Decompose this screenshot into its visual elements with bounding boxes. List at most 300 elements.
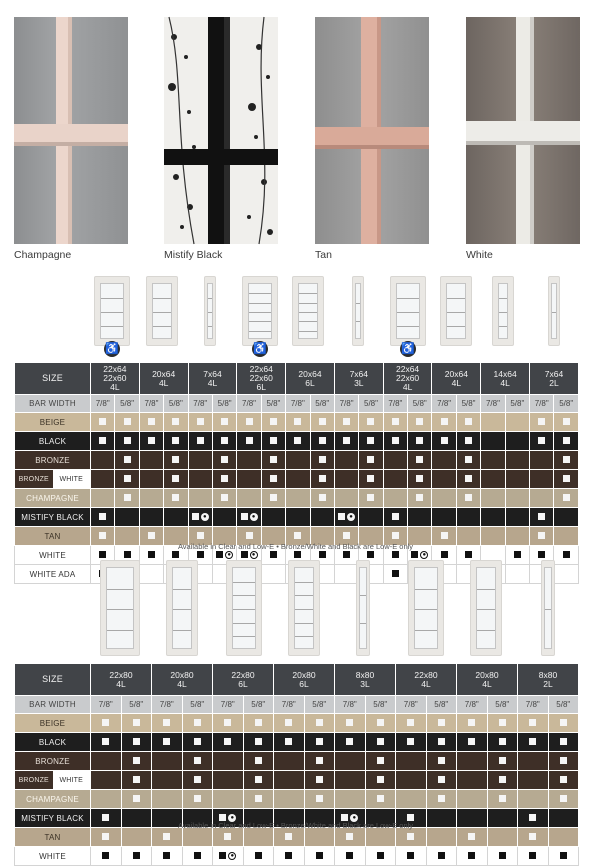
size-cell: 7x64 2L: [530, 363, 579, 395]
available-mark: [133, 795, 140, 802]
available-mark: [367, 475, 374, 482]
door-grille-bar: [249, 303, 271, 304]
available-mark: [133, 852, 140, 859]
door-grille-bar: [447, 312, 465, 313]
swatch-champagne: [14, 17, 128, 244]
available-mark: [438, 757, 445, 764]
bar-width-cell: 7/8": [481, 395, 505, 413]
door-grille-bar: [295, 609, 313, 610]
door-grille-bar: [233, 609, 255, 610]
available-mark: [224, 719, 231, 726]
availability-cell: [426, 847, 457, 866]
availability-cell: [359, 432, 383, 451]
available-mark: [255, 719, 262, 726]
available-mark: [377, 738, 384, 745]
available-mark: [255, 757, 262, 764]
available-mark: [148, 551, 155, 558]
availability-cell: [457, 714, 488, 733]
available-mark: [246, 532, 253, 539]
availability-cell: [554, 413, 579, 432]
availability-cell: [554, 432, 579, 451]
available-mark: [499, 757, 506, 764]
available-mark: [316, 776, 323, 783]
door-glass: [106, 567, 134, 649]
availability-cell: [487, 847, 518, 866]
size-cell: 14x64 4L: [481, 363, 530, 395]
available-mark: [270, 456, 277, 463]
availability-cell: [274, 733, 305, 752]
size-cell: 7x64 3L: [334, 363, 383, 395]
availability-cell: [432, 413, 456, 432]
finish-label: BLACK: [15, 432, 91, 451]
availability-cell: [121, 790, 152, 809]
available-mark: [319, 456, 326, 463]
finish-label: CHAMPAGNE: [15, 790, 91, 809]
available-mark: [563, 418, 570, 425]
finish-label: MISTIFY BLACK: [15, 809, 91, 828]
availability-note-1: Available in Clear and Low-E • Bronze/White and Black are Low-E only: [177, 542, 414, 551]
availability-cell: [518, 847, 549, 866]
availability-cell: [243, 847, 274, 866]
available-mark: [133, 776, 140, 783]
available-mark: [270, 475, 277, 482]
door-grille-bar: [397, 312, 419, 313]
door-grille-bar: [477, 589, 495, 590]
availability-cell: [286, 470, 310, 489]
available-mark: [194, 852, 201, 859]
availability-cell: [261, 470, 285, 489]
door-grille-bar: [233, 582, 255, 583]
available-mark: [133, 738, 140, 745]
available-mark: [438, 852, 445, 859]
bar-width-cell: 5/8": [487, 696, 518, 714]
door-grille-bar: [299, 293, 317, 294]
availability-cell: [212, 432, 236, 451]
availability-cell: [115, 508, 139, 527]
availability-cell: [139, 432, 163, 451]
finish-label-bronze-part: BRONZE: [18, 776, 49, 784]
availability-cell: [243, 790, 274, 809]
available-mark: [367, 551, 374, 558]
availability-cell: [481, 432, 505, 451]
available-mark: [316, 719, 323, 726]
available-mark: [102, 852, 109, 859]
size-cell: 20x64 4L: [139, 363, 188, 395]
availability-cell: [481, 413, 505, 432]
availability-cell: [139, 413, 163, 432]
availability-cell: [456, 413, 480, 432]
door-thumbnail: [204, 276, 216, 346]
availability-cell: [164, 470, 188, 489]
availability-cell: [212, 508, 236, 527]
available-mark: [438, 719, 445, 726]
availability-cell: [91, 790, 122, 809]
available-mark: [172, 494, 179, 501]
availability-cell: [456, 508, 480, 527]
door-grille-bar: [415, 589, 437, 590]
door-glass: [298, 283, 318, 339]
availability-cell: [115, 470, 139, 489]
availability-cell: [396, 752, 427, 771]
door-grille-bar: [499, 326, 507, 327]
capsule-marker-icon: ●: [420, 551, 428, 559]
availability-cell: [548, 790, 579, 809]
availability-cell: [335, 828, 366, 847]
swatch-label-white: White: [466, 249, 493, 261]
availability-cell: [359, 508, 383, 527]
finish-label: WHITE: [15, 847, 91, 866]
bar-width-cell: 7/8": [91, 395, 115, 413]
availability-cell: [91, 771, 122, 790]
available-mark: [538, 551, 545, 558]
available-mark: [192, 513, 199, 520]
finish-label: WHITE ADA: [15, 565, 91, 584]
availability-cell: [115, 413, 139, 432]
availability-cell: [359, 413, 383, 432]
door-grille-bar: [499, 298, 507, 299]
door-grille-bar: [173, 589, 191, 590]
available-mark: [316, 738, 323, 745]
availability-cell: [212, 413, 236, 432]
door-grille-bar: [153, 312, 171, 313]
door-grille-bar: [249, 321, 271, 322]
availability-cell: [530, 489, 554, 508]
available-mark: [172, 551, 179, 558]
available-mark: [367, 437, 374, 444]
available-mark: [377, 757, 384, 764]
available-mark: [102, 833, 109, 840]
finish-label: TAN: [15, 527, 91, 546]
availability-cell: [212, 451, 236, 470]
available-mark: [221, 418, 228, 425]
bar-width-cell: 7/8": [188, 395, 212, 413]
door-glass: [396, 283, 420, 339]
availability-cell: [274, 847, 305, 866]
door-glass: [232, 567, 256, 649]
door-grille-bar: [360, 623, 366, 624]
available-mark: [563, 456, 570, 463]
finish-label: CHAMPAGNE: [15, 489, 91, 508]
door-grille-bar: [233, 595, 255, 596]
available-mark: [416, 437, 423, 444]
finish-label: BEIGE: [15, 714, 91, 733]
available-mark: [316, 795, 323, 802]
availability-cell: [457, 752, 488, 771]
available-mark: [563, 475, 570, 482]
available-mark: [163, 719, 170, 726]
door-grille-bar: [107, 589, 133, 590]
available-mark: [499, 738, 506, 745]
availability-cell: [274, 828, 305, 847]
available-mark: [560, 795, 567, 802]
available-mark: [194, 795, 201, 802]
available-mark: [124, 494, 131, 501]
available-mark: [377, 852, 384, 859]
availability-cell: [554, 470, 579, 489]
availability-cell: [518, 828, 549, 847]
available-mark: [416, 475, 423, 482]
capsule-marker-icon: ●: [201, 513, 209, 521]
door-glass: [294, 567, 314, 649]
availability-cell: [237, 413, 261, 432]
available-mark: [538, 437, 545, 444]
available-mark: [124, 475, 131, 482]
availability-cell: [456, 451, 480, 470]
door-glass: [359, 567, 367, 649]
available-mark: [163, 852, 170, 859]
door-grille-bar: [299, 303, 317, 304]
available-mark: [319, 475, 326, 482]
availability-cell: [335, 790, 366, 809]
size-cell: 20x64 4L: [432, 363, 481, 395]
available-mark: [392, 532, 399, 539]
availability-cell: [310, 432, 334, 451]
available-mark: [99, 418, 106, 425]
available-mark: [197, 437, 204, 444]
capsule-marker-icon: ●: [250, 551, 258, 559]
bar-width-cell: 7/8": [518, 696, 549, 714]
availability-cell: [115, 432, 139, 451]
availability-cell: [91, 828, 122, 847]
door-grille-bar: [356, 321, 360, 322]
available-mark: [148, 532, 155, 539]
availability-cell: [383, 489, 407, 508]
availability-cell: [365, 828, 396, 847]
availability-cell: [383, 413, 407, 432]
wheelchair-icon: ♿: [401, 343, 415, 355]
availability-cell: [286, 489, 310, 508]
availability-cell: [365, 790, 396, 809]
availability-cell: [139, 508, 163, 527]
availability-cell: [383, 565, 407, 584]
available-mark: [499, 719, 506, 726]
available-mark: [255, 795, 262, 802]
door-thumbnail: [352, 276, 364, 346]
door-grille-bar: [299, 321, 317, 322]
availability-cell: [548, 714, 579, 733]
availability-cell: [304, 847, 335, 866]
availability-cell: [334, 432, 358, 451]
availability-cell: [164, 489, 188, 508]
availability-cell: [310, 489, 334, 508]
available-mark: [221, 456, 228, 463]
availability-cell: [212, 470, 236, 489]
availability-cell: [426, 733, 457, 752]
bar-width-cell: 7/8": [237, 395, 261, 413]
availability-cell: [457, 828, 488, 847]
availability-cell: [481, 489, 505, 508]
door-grille-bar: [477, 630, 495, 631]
availability-cell: [365, 752, 396, 771]
available-mark: [563, 551, 570, 558]
available-mark: [441, 551, 448, 558]
door-glass: [414, 567, 438, 649]
door-glass: [172, 567, 192, 649]
availability-cell: [304, 790, 335, 809]
available-mark: [216, 551, 223, 558]
availability-cell: [518, 733, 549, 752]
size-cell: 22x64 22x60 4L: [91, 363, 140, 395]
available-mark: [221, 494, 228, 501]
capsule-marker-icon: ●: [347, 513, 355, 521]
swatch-tan: [315, 17, 429, 244]
available-mark: [377, 795, 384, 802]
finish-label: BRONZE: [15, 451, 91, 470]
availability-cell: [286, 413, 310, 432]
availability-cell: [121, 733, 152, 752]
door-grille-bar: [173, 630, 191, 631]
available-mark: [465, 494, 472, 501]
availability-cell: [304, 828, 335, 847]
availability-cell: [481, 470, 505, 489]
availability-cell: [365, 714, 396, 733]
door-thumbnail: [292, 276, 324, 346]
door-grille-bar: [415, 630, 437, 631]
available-mark: [560, 738, 567, 745]
door-grille-bar: [249, 293, 271, 294]
available-mark: [172, 437, 179, 444]
available-mark: [338, 513, 345, 520]
availability-cell: [261, 413, 285, 432]
available-mark: [377, 719, 384, 726]
door-thumbnail: [100, 560, 140, 656]
availability-cell: [548, 847, 579, 866]
door-grille-bar: [208, 298, 212, 299]
bar-width-cell: 7/8": [139, 395, 163, 413]
size-cell: 22x64 22x60 4L: [383, 363, 432, 395]
availability-cell: [457, 733, 488, 752]
available-mark: [538, 418, 545, 425]
bar-width-cell: 5/8": [212, 395, 236, 413]
availability-cell: [334, 413, 358, 432]
availability-cell: [139, 489, 163, 508]
availability-cell: [152, 847, 183, 866]
availability-cell: [304, 714, 335, 733]
door-thumbnail: [288, 560, 320, 656]
availability-cell: [182, 790, 213, 809]
available-mark: [224, 738, 231, 745]
availability-cell: [286, 451, 310, 470]
available-mark: [194, 719, 201, 726]
availability-cell: [310, 413, 334, 432]
door-thumbnail: [242, 276, 278, 346]
availability-cell: [408, 489, 432, 508]
available-mark: [438, 738, 445, 745]
available-mark: [172, 418, 179, 425]
availability-cell: [152, 714, 183, 733]
door-grille-bar: [295, 623, 313, 624]
availability-cell: [396, 790, 427, 809]
bar-width-cell: 7/8": [335, 696, 366, 714]
available-mark: [416, 456, 423, 463]
availability-cell: [182, 733, 213, 752]
availability-cell: [383, 432, 407, 451]
availability-note-2: Available in Clear and Low-E • Bronze/White and Black are Low-E only: [177, 821, 414, 830]
bar-width-cell: 7/8": [457, 696, 488, 714]
available-mark: [392, 513, 399, 520]
bar-width-cell: 7/8": [530, 395, 554, 413]
door-grille-bar: [249, 312, 271, 313]
bar-width-cell: 7/8": [213, 696, 244, 714]
availability-cell: [152, 828, 183, 847]
availability-cell: [261, 508, 285, 527]
available-mark: [285, 719, 292, 726]
availability-cell: [182, 714, 213, 733]
available-mark: [197, 418, 204, 425]
available-mark: [148, 418, 155, 425]
available-mark: [441, 418, 448, 425]
available-mark: [465, 437, 472, 444]
available-mark: [529, 852, 536, 859]
capsule-marker-icon: ●: [228, 852, 236, 860]
availability-cell: [304, 733, 335, 752]
availability-cell: [152, 771, 183, 790]
door-grille-bar: [552, 312, 556, 313]
finish-label-bronze-white: [15, 771, 91, 790]
door-grille-bar: [153, 326, 171, 327]
availability-cell: [432, 451, 456, 470]
availability-cell: [505, 508, 529, 527]
door-glass: [355, 283, 361, 339]
available-mark: [124, 437, 131, 444]
availability-cell: [237, 508, 261, 527]
available-mark: [529, 833, 536, 840]
availability-cell: [304, 771, 335, 790]
availability-cell: [261, 432, 285, 451]
availability-cell: [213, 828, 244, 847]
wheelchair-icon: ♿: [105, 343, 119, 355]
available-mark: [294, 532, 301, 539]
available-mark: [197, 551, 204, 558]
available-mark: [441, 532, 448, 539]
availability-cell: [243, 828, 274, 847]
swatch-white: [466, 17, 580, 244]
door-grille-bar: [295, 582, 313, 583]
bar-width-cell: 5/8": [408, 395, 432, 413]
available-mark: [343, 551, 350, 558]
availability-cell: [91, 847, 122, 866]
available-mark: [270, 494, 277, 501]
availability-cell: [334, 489, 358, 508]
door-glass: [498, 283, 508, 339]
available-mark: [241, 551, 248, 558]
availability-cell: [554, 508, 579, 527]
availability-cell: [182, 847, 213, 866]
available-mark: [560, 852, 567, 859]
availability-cell: [518, 790, 549, 809]
availability-cell: [213, 752, 244, 771]
door-glass: [100, 283, 124, 339]
availability-cell: [182, 828, 213, 847]
availability-cell: [426, 828, 457, 847]
availability-cell: [243, 714, 274, 733]
available-mark: [346, 719, 353, 726]
availability-cell: [530, 451, 554, 470]
door-grille-bar: [101, 326, 123, 327]
finish-label: TAN: [15, 828, 91, 847]
availability-cell: [213, 790, 244, 809]
availability-cell: [487, 790, 518, 809]
available-mark: [407, 852, 414, 859]
available-mark: [172, 456, 179, 463]
availability-cell: [115, 451, 139, 470]
availability-cell: [243, 771, 274, 790]
available-mark: [529, 719, 536, 726]
door-glass: [476, 567, 496, 649]
door-grille-bar: [356, 303, 360, 304]
door-grille-bar: [101, 298, 123, 299]
available-mark: [285, 833, 292, 840]
